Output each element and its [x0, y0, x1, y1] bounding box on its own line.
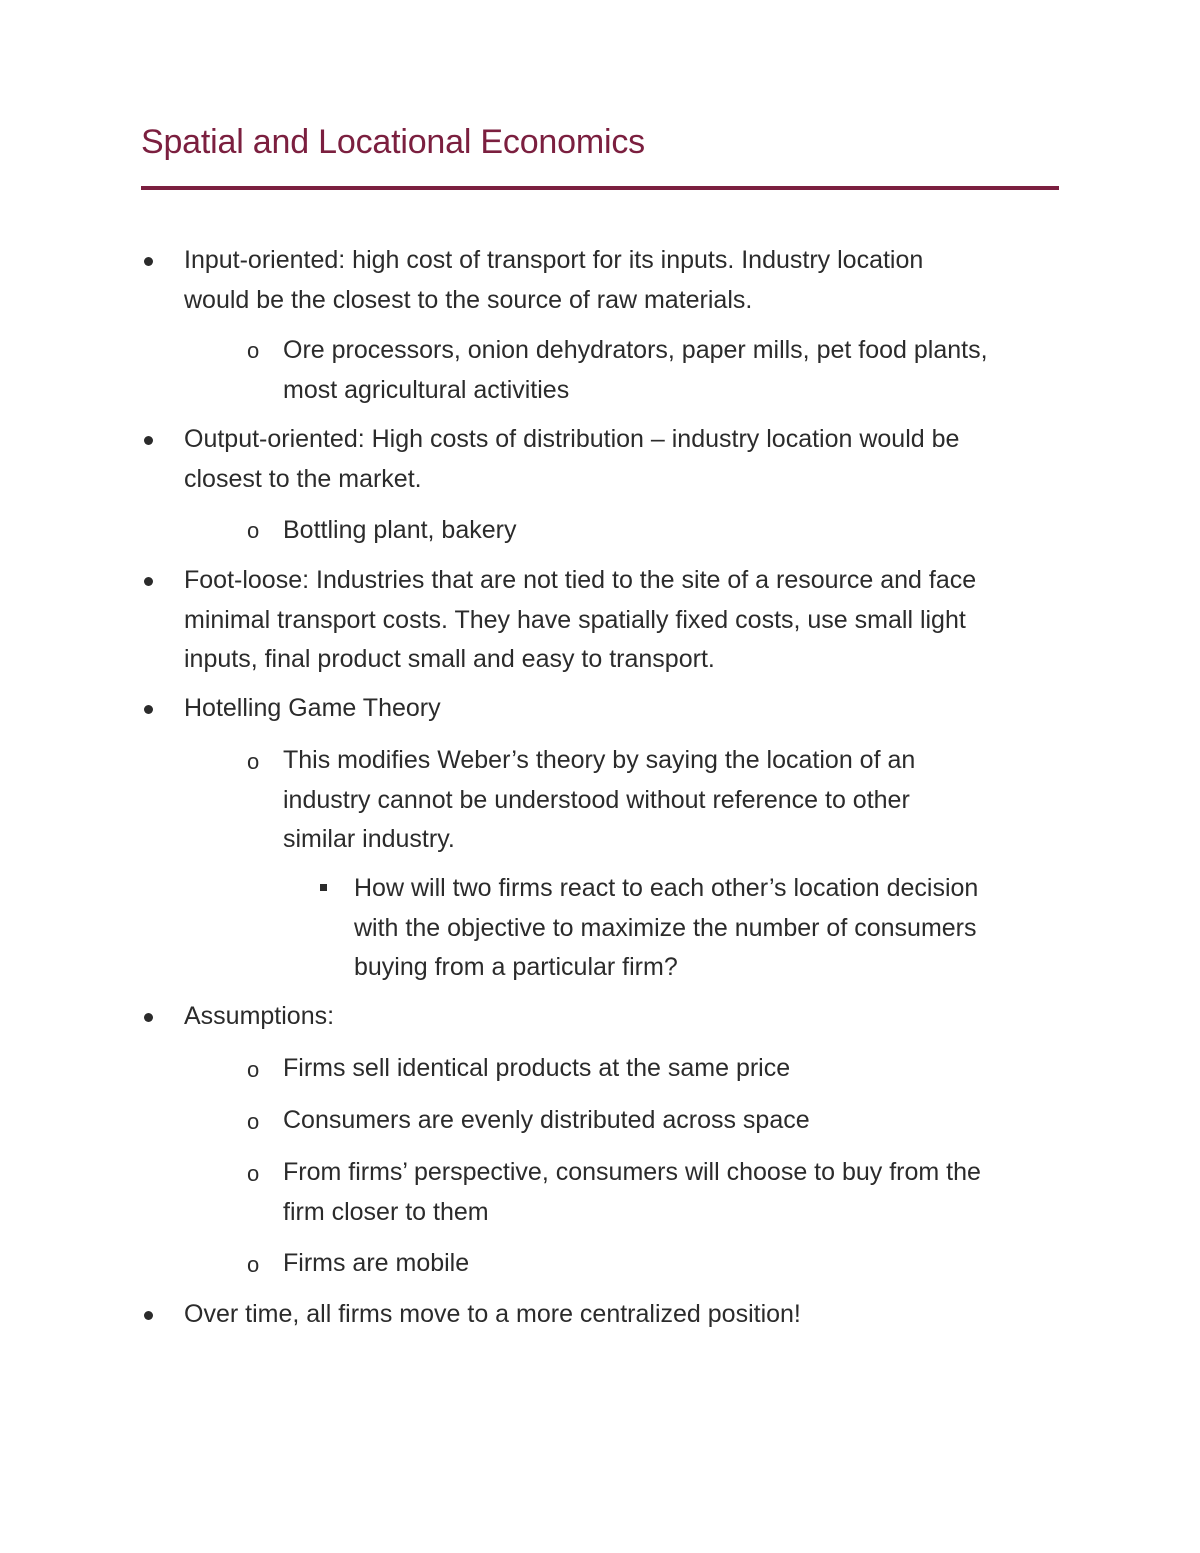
list-item-line: Input-oriented: high cost of transport for its inputs. Industry location — [184, 246, 924, 274]
bullet-circle-icon: o — [247, 1252, 260, 1277]
list-item-line: with the objective to maximize the number of consumers — [354, 913, 977, 942]
list-item — [283, 1244, 1063, 1284]
bullet-circle-icon: o — [247, 1161, 260, 1186]
list-item — [283, 1153, 1063, 1232]
page-title: Spatial and Locational Economics — [141, 123, 645, 161]
list-item-line: firm closer to them — [283, 1197, 489, 1226]
list-item-line: Firms are mobile — [283, 1249, 470, 1277]
list-item — [354, 869, 1064, 988]
list-item — [283, 1049, 1063, 1089]
bullet-disc-icon — [144, 436, 153, 445]
list-item-line: This modifies Weber’s theory by saying the location of an — [283, 746, 916, 774]
bullet-circle-icon: o — [247, 1109, 260, 1134]
title-underline — [141, 186, 1059, 190]
list-item-line: inputs, final product small and easy to transport. — [184, 645, 715, 673]
list-item-line: industry cannot be understood without reference to other — [283, 785, 910, 814]
bullet-circle-icon: o — [247, 1057, 260, 1082]
list-item-line: Output-oriented: High costs of distribution – industry location would be — [184, 425, 960, 453]
list-item — [184, 997, 1064, 1037]
list-item-line: closest to the market. — [184, 464, 422, 493]
list-item-line: buying from a particular firm? — [354, 953, 678, 981]
list-item-line: would be the closest to the source of raw materials. — [184, 285, 753, 314]
list-item — [283, 511, 1063, 551]
bullet-disc-icon — [144, 257, 153, 266]
list-item-line: From firms’ perspective, consumers will choose to buy from the — [283, 1158, 981, 1186]
list-item-line: Assumptions: — [184, 1002, 335, 1030]
list-item — [283, 331, 1063, 410]
list-item-line: Bottling plant, bakery — [283, 516, 517, 544]
bullet-circle-icon: o — [247, 518, 260, 543]
list-item-line: Over time, all firms move to a more centralized position! — [184, 1300, 801, 1328]
list-item — [283, 741, 1063, 860]
list-item — [184, 420, 1064, 499]
list-item — [184, 689, 1064, 729]
list-item — [184, 241, 1064, 320]
list-item-line: Foot-loose: Industries that are not tied to the site of a resource and face — [184, 566, 977, 594]
bullet-disc-icon — [144, 577, 153, 586]
bullet-circle-icon: o — [247, 338, 260, 363]
list-item-line: most agricultural activities — [283, 375, 570, 404]
bullet-square-icon — [320, 884, 327, 891]
list-item-line: similar industry. — [283, 825, 455, 853]
bullet-disc-icon — [144, 1013, 153, 1022]
list-item-line: Hotelling Game Theory — [184, 694, 441, 722]
bullet-disc-icon — [144, 1311, 153, 1320]
list-item-line: minimal transport costs. They have spatially fixed costs, use small light — [184, 605, 966, 634]
bullet-circle-icon: o — [247, 749, 260, 774]
list-item — [184, 561, 1064, 680]
bullet-disc-icon — [144, 705, 153, 714]
list-item — [184, 1295, 1064, 1335]
list-item — [283, 1101, 1063, 1141]
list-item-line: Firms sell identical products at the same price — [283, 1054, 791, 1082]
list-item-line: Ore processors, onion dehydrators, paper mills, pet food plants, — [283, 336, 988, 364]
list-item-line: Consumers are evenly distributed across space — [283, 1106, 810, 1134]
list-item-line: How will two firms react to each other’s location decision — [354, 874, 979, 902]
